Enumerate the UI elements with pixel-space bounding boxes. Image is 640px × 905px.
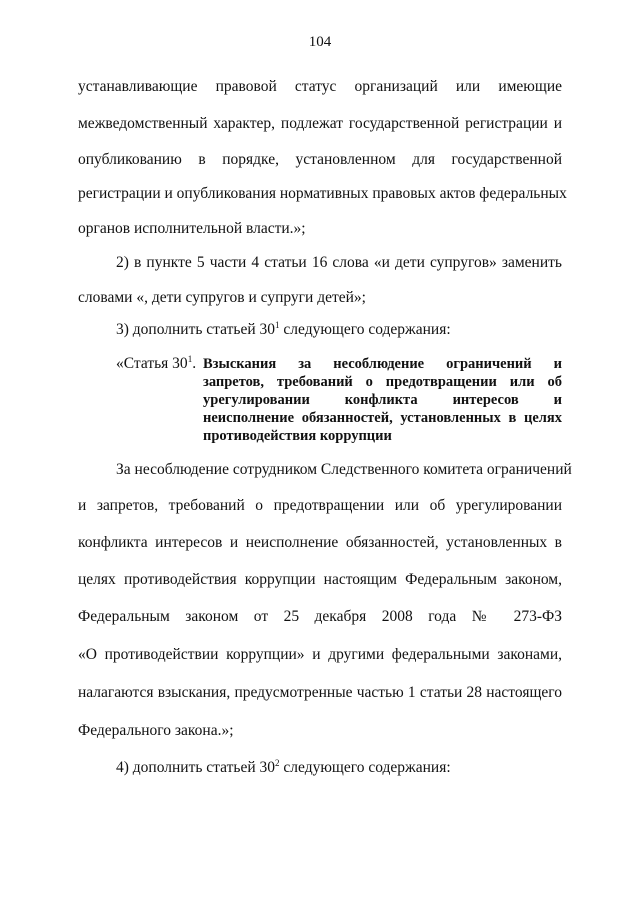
article-title-line: запретов, требований о предотвращении или об [203, 374, 562, 390]
article-label-superscript: 1 [187, 353, 193, 364]
text-line: регистрации и опубликования нормативных правовых актов федеральных [78, 185, 567, 202]
text-line: устанавливающие правовой статус организаций или имеющие [78, 78, 562, 95]
paragraph-line: Федеральным законом от 25 декабря 2008 года № 273-ФЗ [78, 608, 562, 625]
paragraph-line: и запретов, требований о предотвращении или об урегулировании [78, 497, 562, 514]
item-4-text-end: следующего содержания: [279, 759, 451, 776]
item-3-superscript: 1 [275, 319, 280, 330]
list-item-2-line: словами «, дети супругов и супруги детей»; [78, 289, 366, 306]
item-4-text: 4) дополнить статьей 30 [116, 759, 276, 776]
item-4-superscript: 2 [275, 757, 280, 768]
text-line: межведомственный характер, подлежат государственной регистрации и [78, 115, 562, 132]
article-title-line: неисполнение обязанностей, установленных в целях [203, 410, 562, 426]
paragraph-line: Федерального закона.»; [78, 722, 234, 739]
list-item-3 [116, 320, 562, 340]
article-label [116, 354, 196, 374]
item-3-text-end: следующего содержания: [279, 321, 451, 338]
item-3-text: 3) дополнить статьей 30 [116, 321, 276, 338]
list-item-2-line: 2) в пункте 5 части 4 статьи 16 слова «и дети супругов» заменить [116, 254, 562, 271]
text-line: органов исполнительной власти.»; [78, 220, 306, 237]
article-title-line: противодействия коррупции [203, 428, 392, 444]
page-number: 104 [308, 34, 332, 50]
text-line: опубликованию в порядке, установленном для государственной [78, 151, 562, 168]
list-item-4 [116, 758, 562, 778]
article-title-line: Взыскания за несоблюдение ограничений и [203, 356, 562, 372]
article-label-text: «Статья 30 [116, 355, 188, 372]
paragraph-line: «О противодействии коррупции» и другими федеральными законами, [78, 646, 562, 663]
paragraph-line: целях противодействия коррупции настоящим Федеральным законом, [78, 571, 562, 588]
paragraph-line: За несоблюдение сотрудником Следственного комитета ограничений [116, 461, 572, 478]
article-label-dot: . [192, 355, 197, 372]
article-title-line: урегулировании конфликта интересов и [203, 392, 562, 408]
paragraph-line: налагаются взыскания, предусмотренные частью 1 статьи 28 настоящего [78, 684, 562, 701]
paragraph-line: конфликта интересов и неисполнение обязанностей, установленных в [78, 534, 562, 551]
